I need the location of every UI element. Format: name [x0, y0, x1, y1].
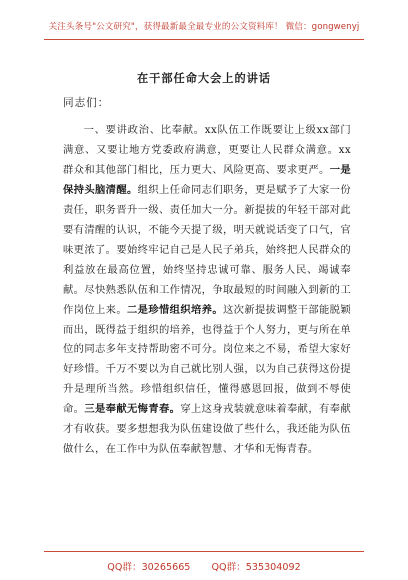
- body-sentence: 一、要讲政治、比奉献。xx队伍工作既要让上级xx部门满意、又要让地方党委政府满意，更要让人民群众满意。xx群众和其他部门相比，压力更大、风险更高、要求更严。: [63, 124, 351, 176]
- header-note: 关注头条号"公文研究"，获得最新最全最专业的公文资料库！ 微信：gongwenyj: [48, 22, 360, 32]
- footer-qq-group-1: QQ群：30265665: [107, 562, 191, 573]
- body-sentence: 这次新提拔调整干部能脱颖而出，既得益于组织的培养，也得益于个人努力，更与所在单位的同志多年支持帮助密不可分。岗位来之不易，希望大家好好珍惜。千万不要以为自己就比别人强，以为自己获得这份提升是理所当然。珍惜组织信任，懂得感恩回报，做到不辱使命。: [63, 303, 351, 416]
- body-sentence: 组织上任命同志们职务，更是赋予了大家一份责任，职务晋升一级、责任加大一分。新提拔的年轻干部对此要有清醒的认识，不能今天提了级，明天就说话变了口气，官味更浓了。要始终牢记自己是人民子弟兵，始终把人民群众的利益放在最高位置，始终坚持忠诚可靠、服务人民、竭诚奉献。尽快熟悉队伍和工作情况，争取最短的时间融入到新的工作岗位上来。: [63, 183, 351, 316]
- footer-rule: [44, 551, 364, 552]
- point-one-heading: 一是保持头脑清醒。: [63, 163, 352, 196]
- greeting: 同志们：: [63, 97, 110, 109]
- footer: [0, 559, 408, 573]
- point-three-heading: 三是奉献无悔青春。: [84, 403, 181, 416]
- footer-qq-group-2: QQ群：535304092: [211, 562, 301, 573]
- header-rule: [44, 39, 364, 40]
- document-body: [63, 121, 351, 460]
- body-sentence: 穿上这身戎装就意味着奉献，有奉献才有收获。要多想想我为队伍建设做了些什么，我还能为队伍做什么，在工作中为队伍奉献智慧、才华和无悔青春。: [63, 403, 351, 456]
- body-paragraph: [63, 121, 351, 460]
- document-title: 在干部任命大会上的讲话: [136, 72, 272, 85]
- point-two-heading: 二是珍惜组织培养。: [127, 303, 223, 316]
